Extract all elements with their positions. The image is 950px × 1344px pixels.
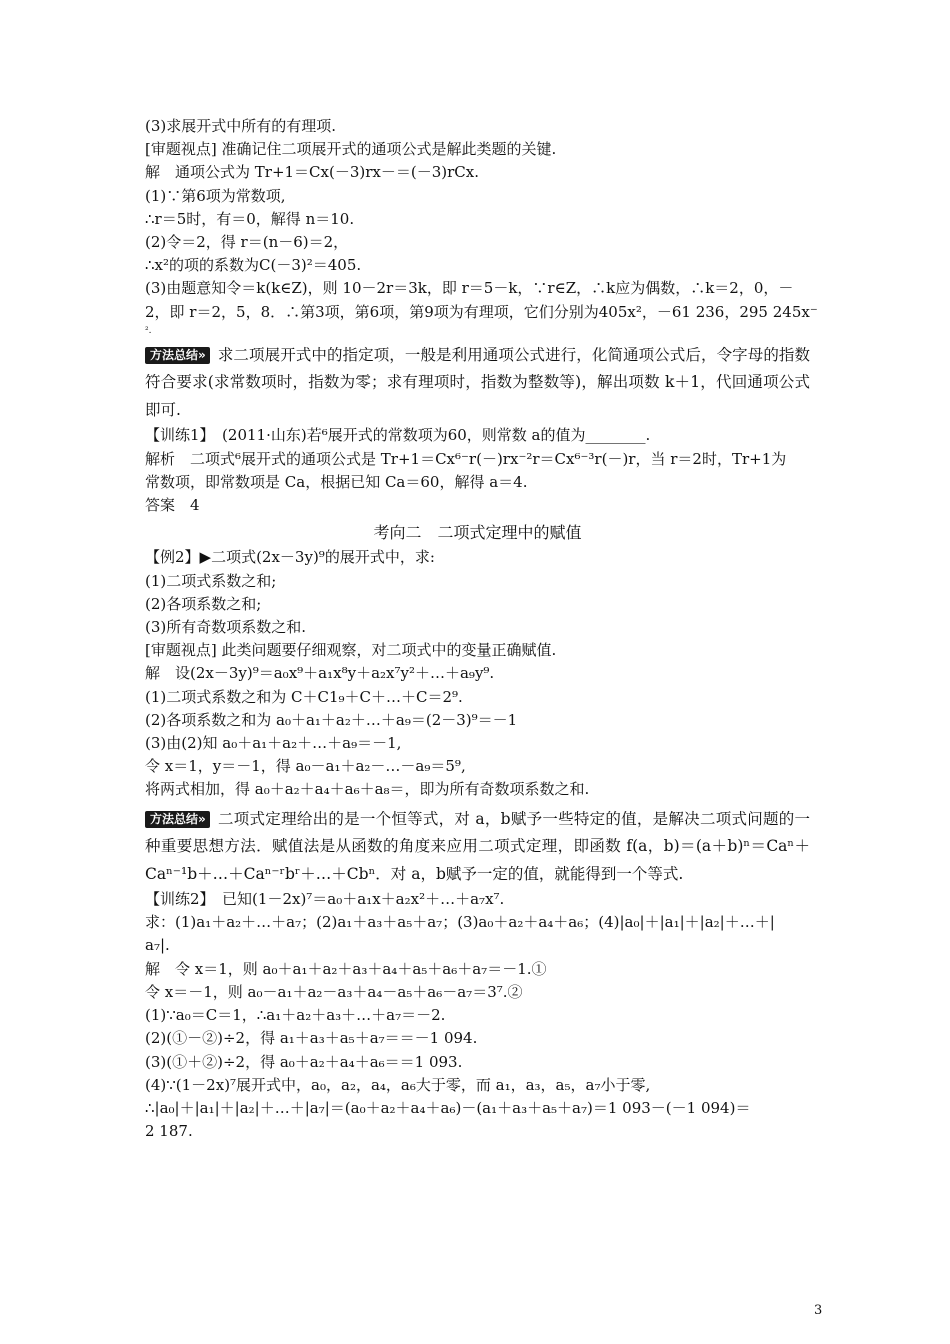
block-c — [145, 546, 810, 801]
text-line: 解 通项公式为 Tr+1＝Cx(－3)rx－＝(－3)rCx. — [145, 163, 479, 182]
text-line: (2)各项系数之和; — [145, 594, 262, 613]
text-line: 2 187. — [145, 1122, 193, 1141]
text-line: ∴x²的项的系数为C(－3)²＝405. — [145, 256, 362, 275]
text-line: 答案 4 — [145, 495, 200, 514]
text-line: (3)由(2)知 a₀＋a₁＋a₂＋…＋a₉＝－1, — [145, 733, 402, 752]
text-line: 【例2】▶二项式(2x－3y)⁹的展开式中，求: — [145, 548, 435, 567]
method-summary-1 — [145, 342, 810, 425]
text-line: (3)(①＋②)÷2，得 a₀＋a₂＋a₄＋a₆＝＝1 093. — [145, 1052, 463, 1071]
text-line: 令 x＝－1，则 a₀－a₁＋a₂－a₃＋a₄－a₅＋a₆－a₇＝3⁷.② — [145, 982, 523, 1001]
text-line: 解 设(2x－3y)⁹＝a₀x⁹＋a₁x⁸y＋a₂x⁷y²＋…＋a₉y⁹. — [145, 664, 495, 683]
text-line: (1)∵第6项为常数项, — [145, 186, 286, 205]
block-a — [145, 115, 818, 338]
block-b — [145, 424, 810, 517]
page-content — [145, 115, 818, 1143]
text-line: (1)二项式系数之和; — [145, 571, 277, 590]
text-line: (2)各项系数之和为 a₀＋a₁＋a₂＋…＋a₉＝(2－3)⁹＝－1 — [145, 710, 518, 729]
text-line: 2，即 r＝2，5，8．∴第3项，第6项，第9项为有理项，它们分别为405x²，－61 236，295 245x⁻ — [145, 302, 818, 321]
block-d — [145, 888, 810, 1143]
text-line: 常数项，即常数项是 Ca，根据已知 Ca＝60，解得 a＝4. — [145, 472, 528, 491]
text-line: (1)二项式系数之和为 C＋C1₉＋C＋…＋C＝2⁹. — [145, 687, 463, 706]
method-summary-badge: 方法总结» — [145, 811, 210, 828]
text-line: (4)∵(1－2x)⁷展开式中，a₀，a₂，a₄，a₆大于零，而 a₁，a₃，a₅，a₇小于零, — [145, 1075, 651, 1094]
text-line: ∴|a₀|＋|a₁|＋|a₂|＋…＋|a₇|＝(a₀＋a₂＋a₄＋a₆)－(a₁＋a₃＋a₅＋a₇)＝1 093－(－1 094)＝ — [145, 1098, 751, 1117]
method-summary-2 — [145, 806, 810, 889]
section-title: 考向二 二项式定理中的赋值 — [373, 523, 582, 543]
text-line: (3)由题意知令＝k(k∈Z)，则 10－2r＝3k，即 r＝5－k，∵r∈Z，∴k应为偶数，∴k＝2，0，－ — [145, 279, 794, 298]
text-line: (2)(①－②)÷2，得 a₁＋a₃＋a₅＋a₇＝＝－1 094. — [145, 1029, 478, 1048]
text-line: [审题视点] 此类问题要仔细观察，对二项式中的变量正确赋值. — [145, 641, 557, 660]
method-summary-badge: 方法总结» — [145, 347, 210, 364]
method-summary-text: 求二项展开式中的指定项，一般是利用通项公式进行，化简通项公式后，令字母的指数符合要求(求常数项时，指数为零；求有理项时，指数为整数等)，解出项数 k＋1，代回通项公式即可. — [145, 345, 810, 419]
text-line: 令 x＝1，y＝－1，得 a₀－a₁＋a₂－…－a₉＝5⁹, — [145, 757, 466, 776]
text-line: a₇|. — [145, 936, 170, 955]
text-line: ². — [145, 325, 152, 336]
text-line: 解 令 x＝1，则 a₀＋a₁＋a₂＋a₃＋a₄＋a₅＋a₆＋a₇＝－1.① — [145, 959, 547, 978]
text-line: 【训练1】 (2011·山东)若⁶展开式的常数项为60，则常数 a的值为________. — [145, 426, 651, 445]
text-line: 解析 二项式⁶展开式的通项公式是 Tr+1＝Cx⁶⁻r(－)rx⁻²r＝Cx⁶⁻³r(－)r，当 r＝2时，Tr+1为 — [145, 449, 787, 468]
text-line: 将两式相加，得 a₀＋a₂＋a₄＋a₆＋a₈＝，即为所有奇数项系数之和. — [145, 780, 590, 799]
text-line: (3)求展开式中所有的有理项. — [145, 117, 337, 135]
text-line: 求：(1)a₁＋a₂＋…＋a₇；(2)a₁＋a₃＋a₅＋a₇；(3)a₀＋a₂＋a₄＋a₆；(4)|a₀|＋|a₁|＋|a₂|＋…＋| — [145, 913, 775, 932]
text-line: 【训练2】 已知(1－2x)⁷＝a₀＋a₁x＋a₂x²＋…＋a₇x⁷. — [145, 890, 505, 909]
text-line: [审题视点] 准确记住二项展开式的通项公式是解此类题的关键. — [145, 140, 557, 159]
text-line: (3)所有奇数项系数之和. — [145, 617, 307, 636]
method-summary-text: 二项式定理给出的是一个恒等式，对 a，b赋予一些特定的值，是解决二项式问题的一种重要思想方法．赋值法是从函数的角度来应用二项式定理，即函数 f(a，b)＝(a＋b)ⁿ＝Caⁿ＋Caⁿ⁻¹b＋…＋Caⁿ⁻ʳbʳ＋…＋Cbⁿ．对 a，b赋予一定的值，就能得到一个等式. — [145, 809, 810, 883]
page-number: 3 — [814, 1303, 823, 1318]
text-line: ∴r＝5时，有＝0，解得 n＝10. — [145, 209, 355, 228]
text-line: (2)令＝2，得 r＝(n－6)＝2， — [145, 233, 349, 252]
text-line: (1)∵a₀＝C＝1，∴a₁＋a₂＋a₃＋…＋a₇＝－2. — [145, 1006, 446, 1025]
